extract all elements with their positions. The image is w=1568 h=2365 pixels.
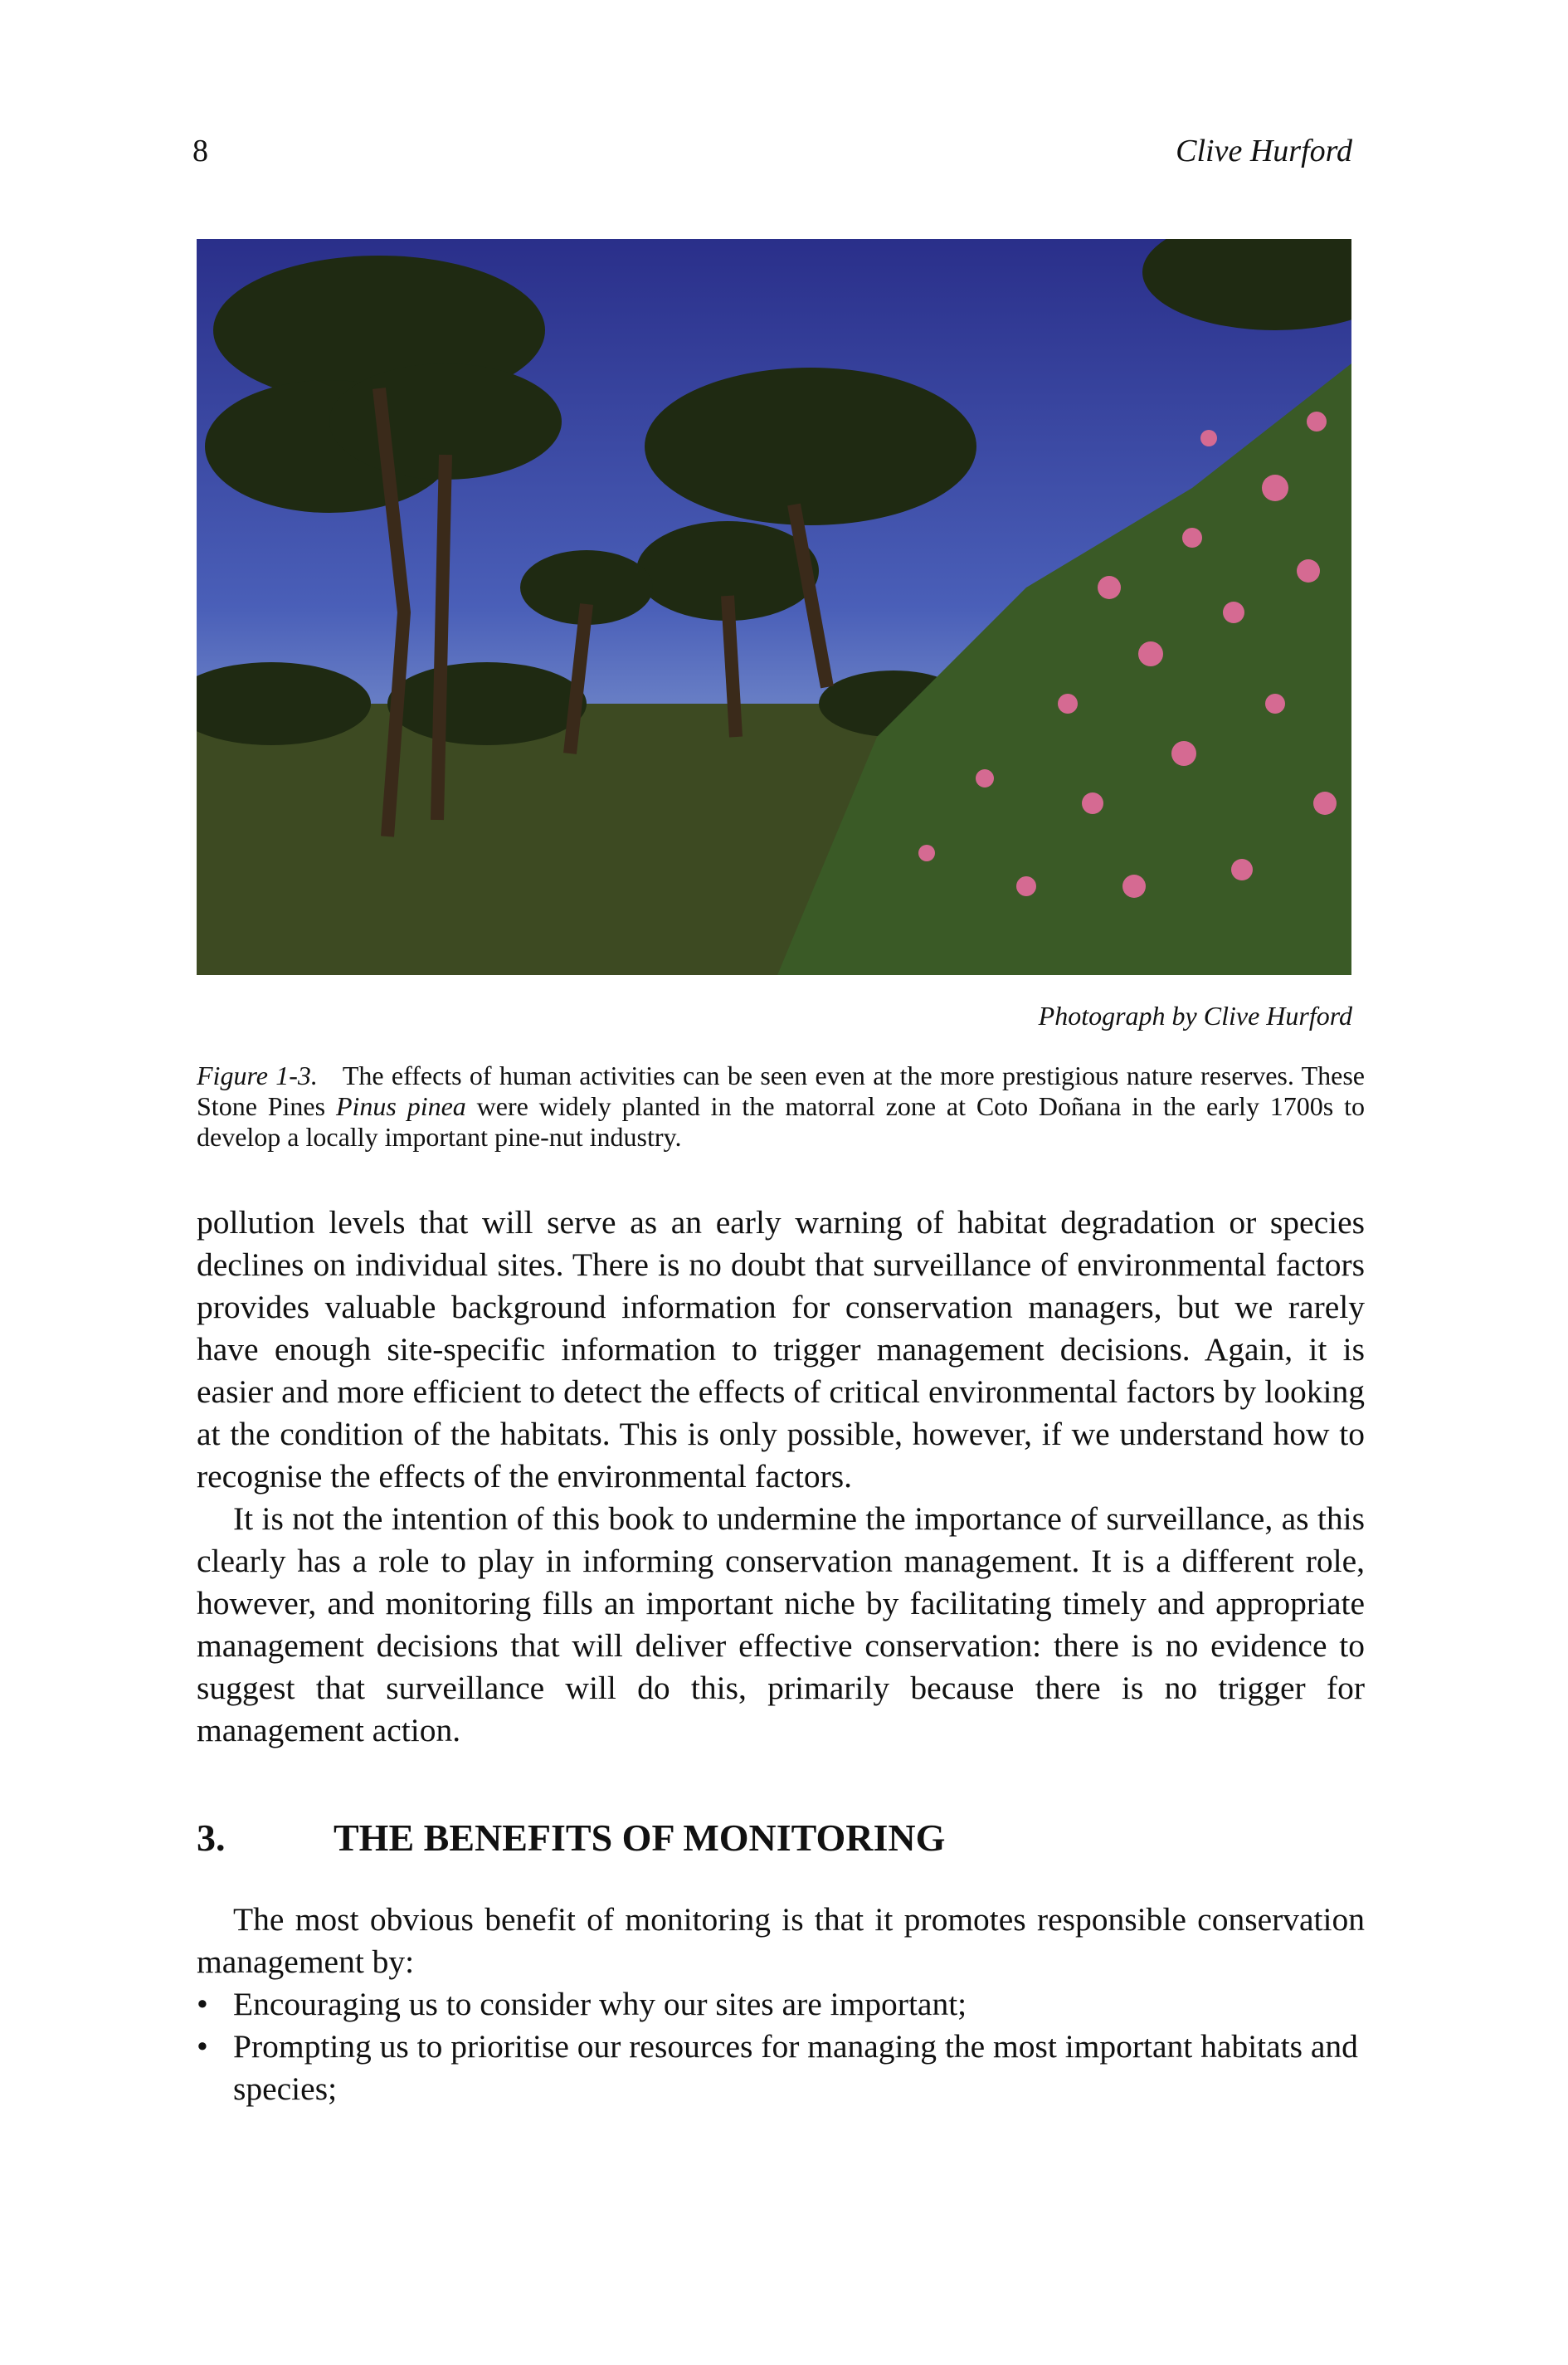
figure-caption — [197, 1061, 1365, 1153]
paragraph: pollution levels that will serve as an early warning of habitat degradation or species declines on individual sites. There is no doubt that surveillance of environmental factors provides valuable background information for conservation managers, but we rarely have enough site-specific information to trigger management decisions. Again, it is easier and more efficient to detect the effects of critical environmental factors by looking at the condition of the habitats. This is only possible, however, if we understand how to recognise the effects of the environmental factors. — [197, 1204, 1365, 1495]
list-item-text: Encouraging us to consider why our sites are important; — [233, 1986, 967, 2022]
paragraph: It is not the intention of this book to undermine the importance of surveillance, as this clearly has a role to play in informing conservation management. It is a different role, however, and monitoring fills an important niche by facilitating timely and appropriate management decisions that will deliver effective conservation: there is no evidence to suggest that surveillance will do this, primarily because there is no trigger for management action. — [197, 1500, 1365, 1748]
bullet-icon: • — [197, 1986, 208, 2022]
section-body — [197, 1899, 1365, 2110]
caption-species: Pinus pinea — [335, 1091, 466, 1121]
section-number: 3. — [197, 1816, 226, 1859]
bullet-icon: • — [197, 2028, 208, 2065]
bullet-list — [197, 1983, 1365, 2110]
list-item-text: Prompting us to prioritise our resources for managing the most important habitats and species; — [233, 2028, 1358, 2107]
caption-text-2: were widely planted in the matorral zone at Coto Doñana in the early 1700s to develop a locally important pine-nut industry. — [197, 1091, 1366, 1152]
section-title: THE BENEFITS OF MONITORING — [334, 1816, 946, 1859]
figure-label: Figure 1-3. — [197, 1061, 318, 1090]
photo-credit: Photograph by Clive Hurford — [1038, 1001, 1352, 1031]
section-heading — [197, 1816, 945, 1860]
body-text — [197, 1202, 1365, 1752]
list-item — [197, 2026, 1365, 2110]
caption-text-1: The effects of human activities can be seen even at the more prestigious nature reserves. These Stone Pines — [197, 1061, 1366, 1121]
list-item — [197, 1983, 1365, 2026]
paragraph: The most obvious benefit of monitoring is that it promotes responsible conservation management by: — [197, 1901, 1365, 1980]
figure-photograph — [197, 239, 1351, 975]
running-header-author: Clive Hurford — [1176, 134, 1352, 168]
page-number: 8 — [192, 134, 208, 168]
